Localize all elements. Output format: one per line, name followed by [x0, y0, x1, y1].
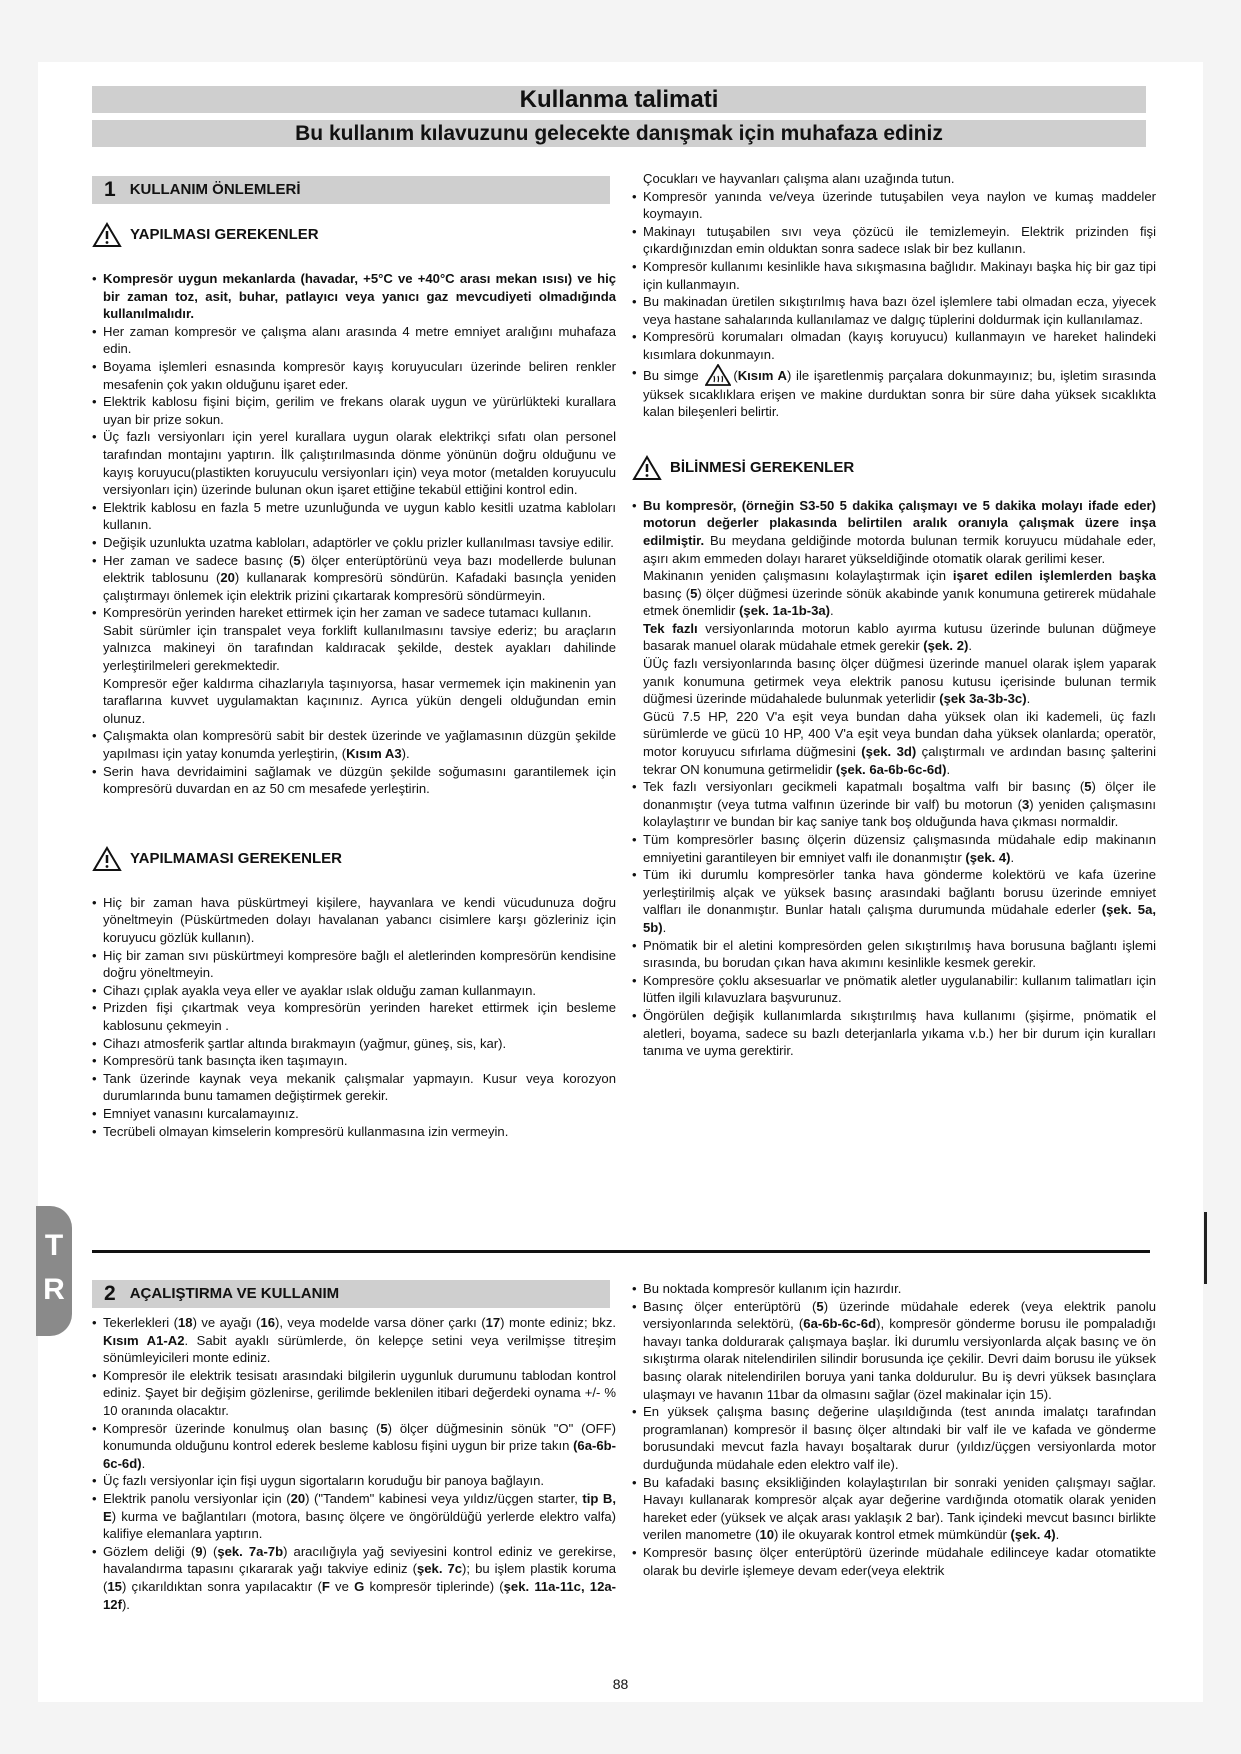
list-item: • Kompresörün yerinden hareket ettirmek için her zaman ve sadece tutamacı kullanın. Sabit sürümler için transpalet veya forklift kullanılmasını tavsiye ederiz; bu araçların yalnızca makineyi ön tarafından kaldıracak şekilde, destek ayakları dahilinde yerleştirilmeleri gerekmektedir. Kompresör eğer kaldırma cihazlarıyla taşınıyorsa, hasar vermemek için makinenin yan taraflarına kuvvet uygulamaktan kaçınınız. Ayrıca yükün dengeli olduğundan emin olunuz. [92, 604, 616, 727]
list-item: • Hiç bir zaman sıvı püskürtmeyi kompresöre bağlı el aletlerinden kompresörün kendisine doğru yöneltmeyin. [92, 947, 616, 982]
list-item: • Tecrübeli olmayan kimselerin kompresörü kullanmasına izin vermeyin. [92, 1123, 616, 1141]
list-item: • Tek fazlı versiyonları gecikmeli kapatmalı boşaltma valfı bir basınç (5) ölçer ile donanmıştır (veya tutma valfının üzerinde bir valf) bu motorun (3) yeniden çalışmasını kolaylaştırır ve bundan bir kaç saniye tank boş olduğunda hava çıkması normaldir. [632, 778, 1156, 831]
list-item: • Bu simge (Kısım A) ile işaretlenmiş parçalara dokunmayınız; bu, işletim sırasında yüksek sıcaklıklara erişen ve makine durduktan sonra bir süre daha yüksek sıcaklıkta kalan bileşenleri belirtir. [632, 364, 1156, 421]
warning-icon [632, 455, 662, 481]
dont-list [92, 894, 616, 1140]
margin-mark [1204, 1212, 1207, 1284]
list-item: • Kompresör üzerinde konulmuş olan basınç (5) ölçer düğmesinin sönük "O" (OFF) konumunda olduğunu kontrol ederek besleme kablosu fişini uygun bir prize takın (6a-6b-6c-6d). [92, 1420, 616, 1473]
list-item: • Çalışmakta olan kompresörü sabit bir destek üzerinde ve yağlamasının düzgün şekilde yapılması için yatay konumda yerleştirin, (Kısım A3). [92, 727, 616, 762]
list-item: • Cihazı atmosferik şartlar altında bırakmayın (yağmur, güneş, sis, kar). [92, 1035, 616, 1053]
dont-heading-text: YAPILMAMASI GEREKENLER [130, 850, 342, 868]
page-subtitle: Bu kullanım kılavuzunu gelecekte danışmak için muhafaza ediniz [92, 120, 1146, 147]
do-heading-text: YAPILMASI GEREKENLER [130, 226, 319, 244]
language-tab-letter: R [43, 1273, 65, 1306]
list-item: • Kompresöre çoklu aksesuarlar ve pnömatik aletler uygulanabilir: kullanım talimatları için lütfen ilgili kılavuzlara başvurunuz. [632, 972, 1156, 1007]
list-item: • Elektrik kablosu en fazla 5 metre uzunluğunda ve uygun kablo kesitli uzatma kabloları kullanın. [92, 499, 616, 534]
know-list [632, 497, 1156, 1060]
list-item: • Cihazı çıplak ayakla veya eller ve ayaklar ıslak olduğu zaman kullanmayın. [92, 982, 616, 1000]
list-item: • Kompresör yanında ve/veya üzerinde tutuşabilen veya naylon ve kumaş maddeler koymayın. [632, 188, 1156, 223]
list-item: • Hiç bir zaman hava püskürtmeyi kişilere, hayvanlara ve kendi vücudunuza doğru yöneltmeyin (Püskürtmeden dolayı havalanan yabancı cisimlere karşı gözleriniz için koruyucu gözlük kullanın). [92, 894, 616, 947]
list-item: • Elektrik kablosu fişini biçim, gerilim ve frekans olarak uygun ve yürürlükteki kurallara uyan bir prize sokun. [92, 393, 616, 428]
right-column-section2 [632, 1280, 1156, 1579]
list-item: • Tekerlekleri (18) ve ayağı (16), veya modelde varsa döner çarkı (17) monte ediniz; bkz. Kısım A1-A2. Sabit ayaklı sürümlerde, ön kelepçe setini veya verilmişse titreşim sönümleyicileri monte ediniz. [92, 1314, 616, 1367]
list-item: Çocukları ve hayvanları çalışma alanı uzağında tutun. [643, 171, 955, 186]
list-item: • Her zaman ve sadece basınç (5) ölçer enterüptörünü veya bazı modellerde bulunan elektrik tablosunu (20) kullanarak kompresörü söndürün. Kafadaki basınçla yeniden çalıştırmayı önlemek için elektrik prizini çıkartarak kompresörü söndürmeyin. [92, 552, 616, 605]
list-item: • Bu kompresör, (örneğin S3-50 5 dakika çalışmayı ve 5 dakika molayı ifade eder) motorun değerler plakasında belirtilen aralık oranıyla çalışmak üzere inşa edilmiştir. Bu meydana geldiğinde motorda bulunan termik koruyucu müdahale eder, aşırı akım emmeden dolayı hararet yükseldiğinde otomatik olarak gerilimi keser. Makinanın yeniden çalışmasını kolaylaştırmak için işaret edilen işlemlerden başka basınç (5) ölçer düğmesi üzerinde sönük akabinde yanık konumuna getirerek müdahale etmek önemlidir (şek. 1a-1b-3a). Tek fazlı versiyonlarında motorun kablo ayırma kutusu üzerinde bulunan düğmeye basarak manuel olarak müdahale etmek gerekir (şek. 2). ÜÜç fazlı versiyonlarında basınç ölçer düğmesi üzerinde manuel olarak işlem yaparak yanık konumuna getirmek veya elektrik panosu kutusu içerisinde bulunan termik düğmesi üzerinde müdahalede bulunmak yeterlidir (şek 3a-3b-3c). Gücü 7.5 HP, 220 V'a eşit veya bundan daha yüksek olan iki kademeli, üç fazlı sürümlerde ve gücü 10 HP, 400 V'a eşit veya bundan daha yüksek olanlarda; operatör, motor koruyucu sıfırlama düğmesini (şek. 3d) çalıştırmalı ve ardından basınç şalterini tekrar ON konumuna getirmelidir (şek. 6a-6b-6c-6d). [632, 497, 1156, 779]
list-item: • Değişik uzunlukta uzatma kabloları, adaptörler ve çoklu prizler kullanılması tavsiye edilir. [92, 534, 616, 552]
language-tab-letter: T [44, 1229, 64, 1262]
do-heading [92, 222, 616, 248]
section-1-header [92, 176, 610, 204]
warning-icon [92, 222, 122, 248]
do-list-continued [632, 170, 1156, 421]
know-heading [632, 455, 1156, 481]
list-item: • Kompresör uygun mekanlarda (havadar, +5°C ve +40°C arası mekan ısısı) ve hiç bir zaman toz, asit, buhar, patlayıcı veya yanıcı gaz mevcudiyeti olmadığında kullanılmalıdır. [92, 270, 616, 323]
section-1-number: 1 [104, 178, 116, 202]
usage-list [92, 1314, 616, 1613]
section-2-title: AÇALIŞTIRMA VE KULLANIM [129, 1285, 340, 1302]
left-column-section1 [92, 222, 616, 1140]
list-item: • Bu noktada kompresör kullanım için hazırdır. [632, 1280, 1156, 1298]
left-column-section2 [92, 1314, 616, 1613]
section-2-number: 2 [104, 1282, 116, 1306]
warning-icon [92, 846, 122, 872]
list-item: • Tüm kompresörler basınç ölçerin düzensiz çalışmasında müdahale edip makinanın emniyetini garantileyen bir emniyet valfı ile donanmıştır (şek. 4). [632, 831, 1156, 866]
list-item: • Gözlem deliği (9) (şek. 7a-7b) aracılığıyla yağ seviyesini kontrol ediniz ve gerekirse, havalandırma tapasını çıkararak yağı takviye ediniz (şek. 7c); bu işlem plastik koruma (15) çıkarıldıktan sonra yapılacaktır (F ve G kompresör tiplerinde) (şek. 11a-11c, 12a-12f). [92, 1543, 616, 1613]
list-item: • Makinayı tutuşabilen sıvı veya çözücü ile temizlemeyin. Elektrik prizinden fişi çıkardığınızdan emin olduktan sonra sadece ıslak bir bez kullanın. [632, 223, 1156, 258]
page-number: 88 [612, 1676, 629, 1692]
list-item: • Kompresör kullanımı kesinlikle hava sıkışmasına bağlıdır. Makinayı başka hiç bir gaz tipi için kullanmayın. [632, 258, 1156, 293]
list-item: • Tank üzerinde kaynak veya mekanik çalışmalar yapmayın. Kusur veya korozyon durumlarında bunu tamamen değiştirmek gerekir. [92, 1070, 616, 1105]
know-heading-text: BİLİNMESİ GEREKENLER [670, 458, 855, 476]
list-item: • Öngörülen değişik kullanımlarda sıkıştırılmış hava kullanımı (şişirme, pnömatik el aletleri, boyama, sadece su bazlı deterjanlarla yıkama v.b.) her bir durum için kuralları tanıma ve uyma gerektirir. [632, 1007, 1156, 1060]
list-item: • Prizden fişi çıkartmak veya kompresörün yerinden hareket ettirmek için besleme kablosunu çekmeyin . [92, 999, 616, 1034]
hot-surface-icon [705, 364, 731, 386]
list-item: • En yüksek çalışma basınç değerine ulaşıldığında (test anında imalatçı tarafından programlanan) kompresör il basınç ölçer altındaki bir valf ile ve kafada ve gönderme borusundaki mevcut fazla havayı boşaltarak durur (yıldız/üçgen versiyonlarda motor durduğunda müdahale eden elektro valf ile). [632, 1403, 1156, 1473]
list-item: • Basınç ölçer enterüptörü (5) üzerinde müdahale ederek (veya elektrik panolu versiyonlarında selektörü, (6a-6b-6c-6d), kompresör gönderme borusu ile pompaladığı havayı tanka doldurarak çalışmaya başlar. İki durumlu versiyonlarda alçak basınç ve ön sıkıştırma olarak nitelendirilen silindir borusunda içe çekilir. Devri daim borusu ile yüksek basınç olarak nitelendirilen boruya yani tanka doldurulur. Bu iş devri yüksek basınçlara ulaşmayı ve havanın 11bar da olmasını sağlar (özel makinalar için 15). [632, 1298, 1156, 1404]
do-list [92, 270, 616, 798]
section-divider [92, 1250, 1150, 1253]
list-item: • Kompresör basınç ölçer enterüptörü üzerinde müdahale edilinceye kadar otomatikte olarak bu devirle işlemeye devam eder(veya elektrik [632, 1544, 1156, 1579]
language-tab [36, 1206, 72, 1336]
list-item: • Elektrik panolu versiyonlar için (20) ("Tandem" kabinesi veya yıldız/üçgen starter, tip B, E) kurma ve bağlantıları (motora, basınç ölçere ve öngörüldüğü yerlerde elektro valfa) kalifiye elemanlara yaptırın. [92, 1490, 616, 1543]
list-item: • Üç fazlı versiyonları için yerel kurallara uygun olarak elektrikçi sıfatı olan personel tarafından montajını yaptırın. İlk çalıştırılmasında dönme yönünün doğru olduğunu ve kayış koruyucu(plastikten koruyuculu versiyonları için) veya motor (metalden koruyuculu versiyonları için) üzerinde bulunan okun işaret ettiğine tekabül ettiğini kontrol edin. [92, 428, 616, 498]
page-title: Kullanma talimati [92, 86, 1146, 113]
list-item: • Pnömatik bir el aletini kompresörden gelen sıkıştırılmış hava borusuna bağlantı işlemi sırasında, bu borudan çıkan hava akımını kesinlikle kesmek gerekir. [632, 937, 1156, 972]
dont-heading [92, 846, 616, 872]
list-item: • Kompresör ile elektrik tesisatı arasındaki bilgilerin uygunluk durumunu tablodan kontrol ediniz. Şayet bir değişim gözlenirse, gerilimde beklenilen itibari değerdeki oynama +/- % 10 oranında olacaktır. [92, 1367, 616, 1420]
section-1-title: KULLANIM ÖNLEMLERİ [129, 181, 301, 198]
list-item: • Bu kafadaki basınç eksikliğinden kolaylaştırılan bir sonraki yeniden çalışmayı sağlar. Havayı kullanarak kompresör alçak ayar değerine vardığında otomatik olarak yeniden hareket eder (yüksek ve alçak arası yaklaşık 2 bar). Tank içindeki mevcut basıncı birlikte verilen manometre (10) ile okuyarak kontrol etmek mümkündür (şek. 4). [632, 1474, 1156, 1544]
list-item: • Tüm iki durumlu kompresörler tanka hava gönderme kolektörü ve kafa üzerine yerleştirilmiş alçak ve yüksek basınç arasındaki bağlantı borusu üzerinde emniyet valfları ile donanmıştır. Bunlar hatalı çalışma durumunda müdahale ederler (şek. 5a, 5b). [632, 866, 1156, 936]
list-item: • Kompresörü tank basınçta iken taşımayın. [92, 1052, 616, 1070]
list-item: • Emniyet vanasını kurcalamayınız. [92, 1105, 616, 1123]
list-item: • Serin hava devridaimini sağlamak ve düzgün şekilde soğumasını garantilemek için kompresörü duvardan en az 50 cm mesafede yerleştirin. [92, 763, 616, 798]
list-item: • Boyama işlemleri esnasında kompresör kayış koruyucuları üzerinde beliren renkler mesafenin çok yakın olduğunu işaret eder. [92, 358, 616, 393]
list-item: • Bu makinadan üretilen sıkıştırılmış hava bazı özel işlemlere tabi olmadan ecza, yiyecek veya hastane sahalarında kullanılamaz ve dalgıç tüplerini doldurmak için kullanılamaz. [632, 293, 1156, 328]
usage-list-continued [632, 1280, 1156, 1579]
section-2-header [92, 1280, 610, 1308]
list-item: • Her zaman kompresör ve çalışma alanı arasında 4 metre emniyet aralığını muhafaza edin. [92, 323, 616, 358]
right-column-section1 [632, 170, 1156, 1060]
list-item: • Kompresörü korumaları olmadan (kayış koruyucu) kullanmayın ve hareket halindeki kısımlara dokunmayın. [632, 328, 1156, 363]
list-item: • Üç fazlı versiyonlar için fişi uygun sigortaların koruduğu bir panoya bağlayın. [92, 1472, 616, 1490]
